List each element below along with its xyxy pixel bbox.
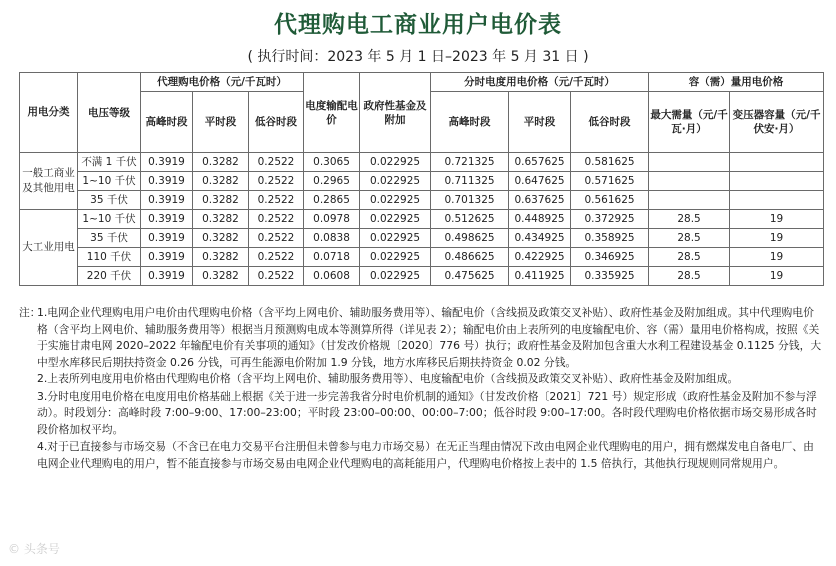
tou-peak-cell: 0.512625: [431, 210, 509, 229]
agent-flat-cell: 0.3282: [193, 229, 249, 248]
transmission-cell: 0.0978: [304, 210, 360, 229]
agent-flat-cell: 0.3282: [193, 210, 249, 229]
max-demand-cell: 28.5: [649, 229, 730, 248]
agent-flat-cell: 0.3282: [193, 172, 249, 191]
agent-flat-cell: 0.3282: [193, 267, 249, 286]
header-voltage: 电压等级: [78, 73, 141, 153]
agent-peak-cell: 0.3919: [141, 172, 193, 191]
agent-valley-cell: 0.2522: [249, 172, 304, 191]
voltage-cell: 1~10 千伏: [78, 172, 141, 191]
header-agent-peak: 高峰时段: [141, 92, 193, 153]
tou-valley-cell: 0.571625: [571, 172, 649, 191]
agent-flat-cell: 0.3282: [193, 191, 249, 210]
header-tou-price: 分时电度用电价格（元/千瓦时）: [431, 73, 649, 92]
effective-period: ( 执行时间：2023 年 5 月 1 日–2023 年 5 月 31 日 ): [247, 49, 589, 65]
tou-flat-cell: 0.422925: [509, 248, 571, 267]
header-tou-flat: 平时段: [509, 92, 571, 153]
header-agent-price: 代理购电价格（元/千瓦时）: [141, 73, 304, 92]
header-transformer: 变压器容量（元/千伏安·月）: [730, 92, 824, 153]
voltage-cell: 35 千伏: [78, 191, 141, 210]
page-title: 代理购电工商业用户电价表: [274, 12, 562, 38]
watermark: © 头条号: [8, 542, 60, 556]
fund-cell: 0.022925: [360, 267, 431, 286]
tou-flat-cell: 0.411925: [509, 267, 571, 286]
price-table: [19, 72, 824, 286]
voltage-cell: 不满 1 千伏: [78, 153, 141, 172]
tou-flat-cell: 0.434925: [509, 229, 571, 248]
category-cell: 一般工商业及其他用电: [20, 153, 78, 210]
agent-peak-cell: 0.3919: [141, 210, 193, 229]
tou-peak-cell: 0.475625: [431, 267, 509, 286]
table-row: [20, 210, 824, 229]
transformer-cell: 19: [730, 267, 824, 286]
transformer-cell: [730, 191, 824, 210]
agent-valley-cell: 0.2522: [249, 210, 304, 229]
transformer-cell: [730, 153, 824, 172]
table-row: [20, 153, 824, 172]
fund-cell: 0.022925: [360, 172, 431, 191]
header-tou-peak: 高峰时段: [431, 92, 509, 153]
note-item: [19, 305, 824, 371]
transmission-cell: 0.0838: [304, 229, 360, 248]
agent-peak-cell: 0.3919: [141, 267, 193, 286]
transmission-cell: 0.0608: [304, 267, 360, 286]
note-text: 3.分时电度用电价格在电度用电价格基础上根据《关于进一步完善我省分时电价机制的通知》（甘发改价格〔2021〕721 号）规定形成（政府性基金及附加不参与浮动）。时段划分：高峰时段 7:00–9:00、17:00–23:00；平时段 23:00–00:00、00:00–7:00；低谷时段 9:00–17:00。各时段代理购电价格依据市场交易形成各时段价格加权平均。: [37, 389, 817, 436]
header-fund: 政府性基金及附加: [360, 73, 431, 153]
header-tou-valley: 低谷时段: [571, 92, 649, 153]
max-demand-cell: 28.5: [649, 248, 730, 267]
fund-cell: 0.022925: [360, 153, 431, 172]
note-text: 2.上表所列电度用电价格由代理购电价格（含平均上网电价、辅助服务费用等）、电度输配电价（含线损及政策交叉补贴）、政府性基金及附加组成。: [37, 372, 739, 385]
tou-peak-cell: 0.498625: [431, 229, 509, 248]
transmission-cell: 0.3065: [304, 153, 360, 172]
tou-flat-cell: 0.637625: [509, 191, 571, 210]
voltage-cell: 110 千伏: [78, 248, 141, 267]
agent-valley-cell: 0.2522: [249, 191, 304, 210]
transformer-cell: 19: [730, 248, 824, 267]
fund-cell: 0.022925: [360, 229, 431, 248]
header-transmission: 电度输配电价: [304, 73, 360, 153]
agent-flat-cell: 0.3282: [193, 248, 249, 267]
tou-valley-cell: 0.335925: [571, 267, 649, 286]
header-max-demand: 最大需量（元/千瓦·月）: [649, 92, 730, 153]
agent-valley-cell: 0.2522: [249, 153, 304, 172]
notes-label: 注：: [19, 306, 41, 319]
table-row: [20, 248, 824, 267]
table-row: [20, 267, 824, 286]
max-demand-cell: [649, 191, 730, 210]
transformer-cell: 19: [730, 210, 824, 229]
header-capacity-price: 容（需）量用电价格: [649, 73, 824, 92]
agent-peak-cell: 0.3919: [141, 191, 193, 210]
voltage-cell: 220 千伏: [78, 267, 141, 286]
max-demand-cell: 28.5: [649, 267, 730, 286]
tou-peak-cell: 0.721325: [431, 153, 509, 172]
tou-valley-cell: 0.561625: [571, 191, 649, 210]
transmission-cell: 0.0718: [304, 248, 360, 267]
max-demand-cell: [649, 153, 730, 172]
header-agent-flat: 平时段: [193, 92, 249, 153]
fund-cell: 0.022925: [360, 191, 431, 210]
tou-flat-cell: 0.448925: [509, 210, 571, 229]
category-cell: 大工业用电: [20, 210, 78, 286]
transmission-cell: 0.2965: [304, 172, 360, 191]
transformer-cell: 19: [730, 229, 824, 248]
transmission-cell: 0.2865: [304, 191, 360, 210]
fund-cell: 0.022925: [360, 210, 431, 229]
tou-flat-cell: 0.647625: [509, 172, 571, 191]
header-agent-valley: 低谷时段: [249, 92, 304, 153]
agent-peak-cell: 0.3919: [141, 153, 193, 172]
agent-peak-cell: 0.3919: [141, 229, 193, 248]
note-text: 1.电网企业代理购电用户电价由代理购电价格（含平均上网电价、辅助服务费用等）、输配电价（含线损及政策交叉补贴）、政府性基金及附加组成。其中代理购电价格（含平均上网电价、辅助服务费用等）根据当月预测购电成本等测算所得（详见表 2）；输配电价由上表所列的电度输配电价、容（需）量用电价格构成，按照《关于实施甘肃电网 2020–2022 年输配电价有关事项的通知》（甘发改价格规〔2020〕776 号）执行；政府性基金及附加包含重大水利工程建设基金 0.1125 分钱，大中型水库移民后期扶持资金 0.26 分钱，可再生能源电价附加 1.9 分钱，地方水库移民后期扶持资金 0.02 分钱。: [37, 306, 822, 369]
voltage-cell: 35 千伏: [78, 229, 141, 248]
fund-cell: 0.022925: [360, 248, 431, 267]
table-row: [20, 191, 824, 210]
tou-peak-cell: 0.486625: [431, 248, 509, 267]
agent-peak-cell: 0.3919: [141, 248, 193, 267]
tou-flat-cell: 0.657625: [509, 153, 571, 172]
table-row: [20, 172, 824, 191]
agent-valley-cell: 0.2522: [249, 248, 304, 267]
max-demand-cell: 28.5: [649, 210, 730, 229]
tou-peak-cell: 0.711325: [431, 172, 509, 191]
agent-valley-cell: 0.2522: [249, 229, 304, 248]
notes-section: [19, 305, 824, 473]
tou-valley-cell: 0.372925: [571, 210, 649, 229]
tou-valley-cell: 0.358925: [571, 229, 649, 248]
table-row: [20, 229, 824, 248]
voltage-cell: 1~10 千伏: [78, 210, 141, 229]
tou-valley-cell: 0.581625: [571, 153, 649, 172]
max-demand-cell: [649, 172, 730, 191]
agent-valley-cell: 0.2522: [249, 267, 304, 286]
tou-peak-cell: 0.701325: [431, 191, 509, 210]
header-category: 用电分类: [20, 73, 78, 153]
transformer-cell: [730, 172, 824, 191]
agent-flat-cell: 0.3282: [193, 153, 249, 172]
note-text: 4.对于已直接参与市场交易（不含已在电力交易平台注册但未曾参与电力市场交易）在无正当理由情况下改由电网企业代理购电的用户，拥有燃煤发电自备电厂、由电网企业代理购电的用户，暂不能直接参与市场交易由电网企业代理购电的高耗能用户，代理购电价格按上表中的 1.5 倍执行，其他执行现规则同常规用户。: [37, 440, 814, 470]
tou-valley-cell: 0.346925: [571, 248, 649, 267]
